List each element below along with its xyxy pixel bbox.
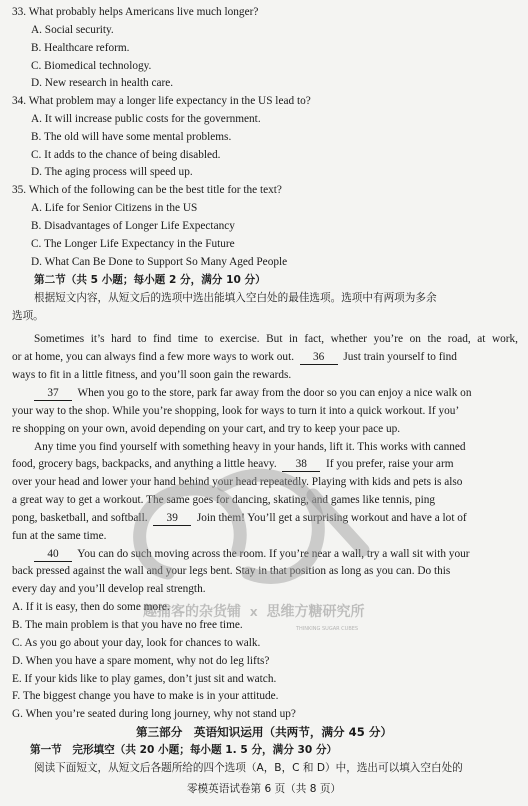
watermark-text-left: 趣捕客的杂货铺 — [143, 604, 241, 620]
blank-39: 39 — [153, 512, 191, 526]
section2-instructions-cont: 选项。 — [12, 310, 44, 322]
passage-line: over your head and lower your hand behind your head repeatedly. Playing with kids and pets is also — [12, 476, 463, 488]
q34-stem: 34. What problem may a longer life expectancy in the US lead to? — [12, 95, 311, 107]
blank-37: 37 — [34, 387, 72, 401]
passage-text: You can do such moving across the room. If you’re near a wall, try a wall sit with your — [77, 548, 470, 560]
passage-line — [12, 456, 518, 474]
blank-40: 40 — [34, 548, 72, 562]
passage-line — [34, 385, 518, 403]
page-footer: 零模英语试卷第 6 页（共 8 页） — [186, 783, 342, 795]
section2-heading: 第二节（共 5 小题；每小题 2 分，满分 10 分） — [34, 274, 266, 286]
watermark-sep: X — [249, 608, 258, 619]
passage-line — [12, 349, 518, 367]
choice-a: A. If it is easy, then do some more. — [12, 601, 170, 613]
passage-line — [34, 546, 518, 564]
passage-line: ways to fit in a little fitness, and you’ll soon gain the rewards. — [12, 369, 292, 381]
q33-option-b: B. Healthcare reform. — [31, 42, 130, 54]
passage-text: or at home, you can always find a few more ways to work out. — [12, 351, 295, 363]
passage-text: When you go to the store, park far away from the door so you can enjoy a nice walk on — [77, 387, 472, 399]
passage-text: Just train yourself to find — [343, 351, 457, 363]
choice-e: E. If your kids like to play games, don’t just sit and watch. — [12, 673, 277, 685]
passage-line: every day and you’ll develop real strength. — [12, 583, 206, 595]
watermark-small-text: THINKING SUGAR CUBES — [296, 626, 359, 632]
passage-text: pong, basketball, and softball. — [12, 512, 148, 524]
section2-instructions: 根据短文内容，从短文后的选项中选出能填入空白处的最佳选项。选项中有两项为多余 — [34, 292, 437, 304]
blank-36: 36 — [300, 351, 338, 365]
passage-line: Sometimes it’s hard to find time to exercise. But in fact, whether you’re on the road, at work, — [34, 333, 518, 345]
choice-g: G. When you’re seated during long journey, why not stand up? — [12, 708, 296, 720]
watermark-text-right: 思维方糖研究所 — [266, 604, 365, 620]
q34-option-d: D. The aging process will speed up. — [31, 166, 193, 178]
choice-c: C. As you go about your day, look for chances to walk. — [12, 637, 261, 649]
q33-stem: 33. What probably helps Americans live much longer? — [12, 6, 259, 18]
q34-option-a: A. It will increase public costs for the government. — [31, 113, 261, 125]
passage-line: a great way to get a workout. The same goes for dancing, skating, and games like tennis, ping — [12, 494, 435, 506]
passage-text: If you prefer, raise your arm — [325, 458, 454, 470]
passage-line: your way to the shop. While you’re shopping, look for ways to turn it into a quick workout. If you’ — [12, 405, 460, 417]
choice-f: F. The biggest change you have to make is in your attitude. — [12, 690, 279, 702]
passage-line: back pressed against the wall and your legs bent. Stay in that position as long as you can. Do this — [12, 565, 451, 577]
q35-option-d: D. What Can Be Done to Support So Many Aged People — [31, 256, 288, 268]
passage-line — [12, 510, 518, 528]
q35-stem: 35. Which of the following can be the best title for the text? — [12, 184, 282, 196]
blank-38: 38 — [282, 458, 320, 472]
choice-b: B. The main problem is that you have no free time. — [12, 619, 243, 631]
passage-line: Any time you find yourself with something heavy in your hands, lift it. This works with canned — [34, 441, 466, 453]
q35-option-c: C. The Longer Life Expectancy in the Future — [31, 238, 235, 250]
passage-text: Join them! You’ll get a surprising workout and have a lot of — [196, 512, 467, 524]
part3-instructions: 阅读下面短文，从短文后各题所给的四个选项（A，B，C 和 D）中，选出可以填入空白处的 — [34, 762, 463, 774]
choice-d: D. When you have a spare moment, why not do leg lifts? — [12, 655, 270, 667]
q33-option-c: C. Biomedical technology. — [31, 60, 152, 72]
q35-option-a: A. Life for Senior Citizens in the US — [31, 202, 198, 214]
part3-sub-heading: 第一节 完形填空（共 20 小题；每小题 1. 5 分，满分 30 分） — [30, 744, 338, 756]
passage-line: re shopping on your own, avoid depending on your cart, and try to keep your pace up. — [12, 423, 401, 435]
q34-option-c: C. It adds to the chance of being disabled. — [31, 149, 221, 161]
passage-text: food, grocery bags, backpacks, and anything a little heavy. — [12, 458, 277, 470]
q33-option-d: D. New research in health care. — [31, 77, 174, 89]
q33-option-a: A. Social security. — [31, 24, 114, 36]
part3-heading: 第三部分 英语知识运用（共两节，满分 45 分） — [135, 725, 393, 739]
q34-option-b: B. The old will have some mental problems. — [31, 131, 232, 143]
passage-line: fun at the same time. — [12, 530, 107, 542]
q35-option-b: B. Disadvantages of Longer Life Expectancy — [31, 220, 235, 232]
